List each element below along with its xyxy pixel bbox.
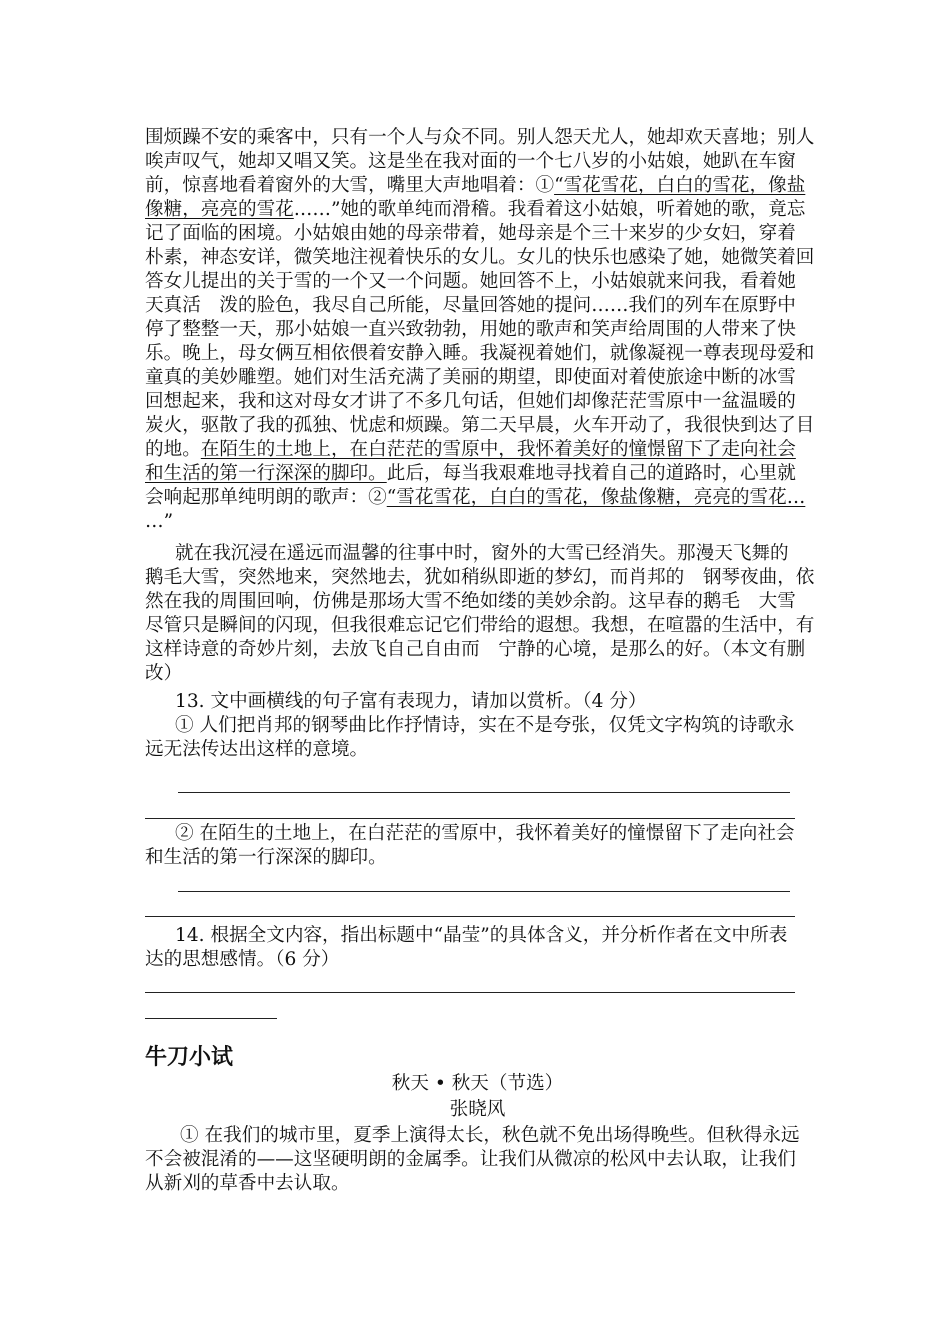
question-13-item-1: ① 人们把肖邦的钢琴曲比作抒情诗，实在不是夸张，仅凭文字构筑的诗歌永 — [175, 715, 795, 736]
question-13: 13. 文中画横线的句子富有表现力，请加以赏析。（4 分） — [175, 691, 647, 712]
passage-text: 前，惊喜地看着窗外的大雪，嘴里大声地唱着：① — [145, 175, 555, 196]
passage-line: 回想起来，我和这对母女才讲了不多几句话，但她们却像茫茫雪原中一盆温暖的 — [145, 391, 796, 412]
reading-paragraph: 不会被混淆的——这坚硬明朗的金属季。让我们从微凉的松风中去认取，让我们 — [145, 1149, 796, 1170]
passage-line — [145, 486, 810, 510]
passage-line: 尽管只是瞬间的闪现，但我很难忘记它们带给的遐想。我想，在喧嚣的生活中，有 — [145, 615, 815, 636]
underlined-sentence: “雪花雪花，白白的雪花，像盐像糖，亮亮的雪花… — [386, 487, 806, 508]
passage-line: 围烦躁不安的乘客中，只有一个人与众不同。别人怨天尤人，她却欢天喜地；别人 — [145, 127, 815, 148]
passage-text: ……”她的歌单纯而滑稽。我看着这小姑娘，听着她的歌，竟忘 — [293, 199, 806, 220]
passage-line: 这样诗意的奇妙片刻，去放飞自己自由而 宁静的心境，是那么的好。（本文有删 — [145, 639, 806, 660]
passage-line — [145, 198, 810, 222]
passage-line: 天真活 泼的脸色，我尽自己所能，尽量回答她的提问……我们的列车在原野中 — [145, 295, 796, 316]
passage-line: 然在我的周围回响，仿佛是那场大雪不绝如缕的美妙余韵。这早春的鹅毛 大雪 — [145, 591, 796, 612]
answer-line[interactable] — [178, 891, 790, 892]
underlined-sentence: 在陌生的土地上，在白茫茫的雪原中，我怀着美好的憧憬留下了走向社会 — [200, 439, 796, 460]
question-14: 达的思想感情。（6 分） — [145, 949, 340, 970]
passage-line: 童真的美妙雕塑。她们对生活充满了美丽的期望，即使面对着使旅途中断的冰雪 — [145, 367, 796, 388]
reading-paragraph: ① 在我们的城市里，夏季上演得太长，秋色就不免出场得晚些。但秋得永远 — [180, 1125, 800, 1146]
passage-text: 会响起那单纯明朗的歌声：② — [145, 487, 387, 508]
underlined-sentence: “雪花雪花，白白的雪花，像盐 — [554, 175, 806, 196]
passage-line: 就在我沉浸在遥远而温馨的往事中时，窗外的大雪已经消失。那漫天飞舞的 — [175, 543, 789, 564]
answer-line[interactable] — [145, 916, 795, 917]
passage-line — [145, 174, 810, 198]
passage-line: 鹅毛大雪，突然地来，突然地去，犹如稍纵即逝的梦幻，而肖邦的 钢琴夜曲，依 — [145, 567, 815, 588]
passage-line: …” — [145, 511, 174, 532]
section-heading: 牛刀小试 — [145, 1045, 234, 1070]
passage-line: 记了面临的困境。小姑娘由她的母亲带着，她母亲是个三十来岁的少女妇，穿着 — [145, 223, 796, 244]
question-13-item-1: 远无法传达出这样的意境。 — [145, 739, 369, 760]
passage-line: 唉声叹气，她却又唱又笑。这是坐在我对面的一个七八岁的小姑娘，她趴在车窗 — [145, 151, 796, 172]
reading-author: 张晓风 — [449, 1099, 506, 1120]
passage-line: 改） — [145, 663, 183, 684]
answer-line[interactable] — [178, 792, 790, 793]
reading-title: 秋天 • 秋天（节选） — [391, 1073, 564, 1094]
passage-line: 乐。晚上，母女俩互相依偎着安静入睡。我凝视着她们，就像凝视一尊表现母爱和 — [145, 343, 815, 364]
question-13-item-2: 和生活的第一行深深的脚印。 — [145, 847, 387, 868]
passage-line — [145, 462, 810, 486]
passage-text: 的地。 — [145, 439, 201, 460]
passage-line: 炭火，驱散了我的孤独、忧虑和烦躁。第二天早晨，火车开动了，我很快到达了目 — [145, 415, 815, 436]
reading-paragraph: 从新刈的草香中去认取。 — [145, 1173, 350, 1194]
underlined-sentence: 和生活的第一行深深的脚印。 — [145, 463, 387, 484]
passage-line: 朴素，神态安详，微笑地注视着快乐的女儿。女儿的快乐也感染了她，她微笑着回 — [145, 247, 815, 268]
answer-line[interactable] — [145, 1018, 277, 1019]
passage-text: 此后，每当我艰难地寻找着自己的道路时，心里就 — [386, 463, 796, 484]
question-13-item-2: ② 在陌生的土地上，在白茫茫的雪原中，我怀着美好的憧憬留下了走向社会 — [175, 823, 795, 844]
underlined-sentence: 像糖，亮亮的雪花 — [145, 199, 294, 220]
answer-line[interactable] — [145, 992, 795, 993]
answer-line[interactable] — [145, 818, 795, 819]
passage-line: 停了整整一天，那小姑娘一直兴致勃勃，用她的歌声和笑声给周围的人带来了快 — [145, 319, 796, 340]
passage-line — [145, 438, 810, 462]
question-14: 14. 根据全文内容，指出标题中“晶莹”的具体含义，并分析作者在文中所表 — [175, 925, 788, 946]
passage-line: 答女儿提出的关于雪的一个又一个问题。她回答不上，小姑娘就来问我，看着她 — [145, 271, 796, 292]
